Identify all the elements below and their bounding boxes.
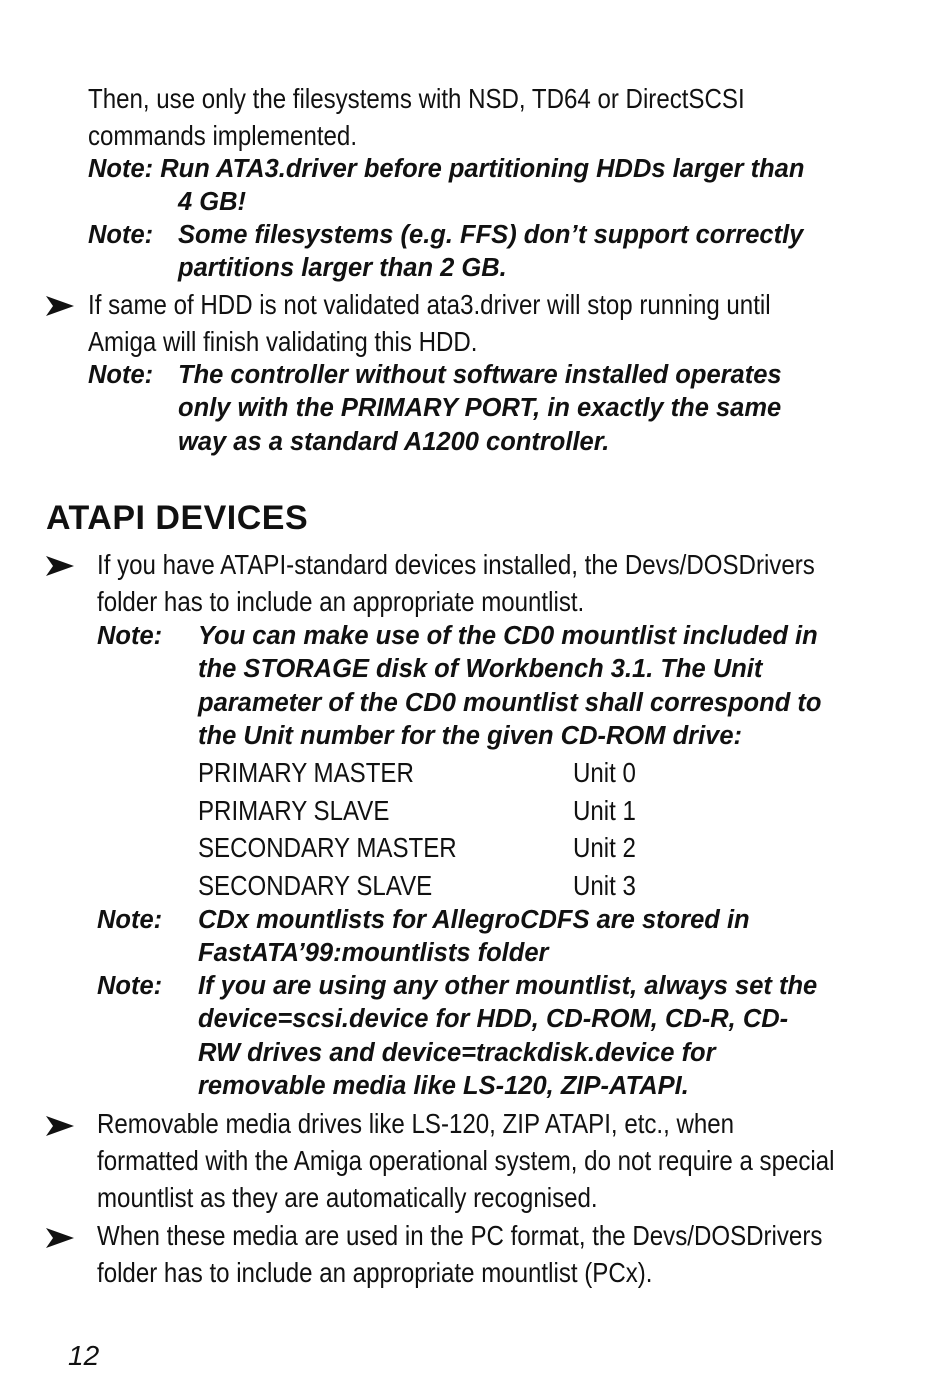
note-cd0-mountlist: Note: You can make use of the CD0 mountlist included in the STORAGE disk of Workbench 3.1. The Unit parameter of the CD0 mountlist shall correspond to the Unit number for the given CD-ROM drive:	[97, 622, 822, 750]
note-label: Note:	[97, 622, 163, 650]
bullet-arrow-icon	[46, 556, 74, 576]
bullet-arrow-icon	[46, 1116, 74, 1136]
bullet-removable-media: Removable media drives like LS-120, ZIP ATAPI, etc., when formatted with the Amiga operational system, do not require a special mountlist as they are automatically recognised.	[97, 1108, 835, 1213]
intro-paragraph	[88, 80, 745, 154]
intro-line: Then, use only the filesystems with NSD, TD64 or DirectSCSI	[88, 83, 745, 114]
note-label: Note:	[88, 221, 154, 249]
intro-line: commands implemented.	[88, 120, 358, 151]
note-label: Note:	[88, 361, 154, 389]
note-label: Note:	[88, 155, 154, 183]
bullet-arrow-icon	[46, 296, 74, 316]
manual-page: Then, use only the filesystems with NSD, TD64 or DirectSCSI commands implemented. Note: Run ATA3.driver before partitioning HDDs larger than 4 GB! Note: Some filesystems (e.g. FFS) don’t support correctly partitions larger than 2 GB. If same of HDD is not validated ata3.driver will stop running until Amiga will finish validating this HDD. Note: The controller without software installed operates only with the PRIMARY PORT, in exactly the same way as a standard A1200 controller. ATAPI DEVICES If you have ATAPI-standard devices installed, the Devs/DOSDrivers folder has to include an appropriate mountlist. Note: You can make use of the CD0 mountlist included in the STORAGE disk of Workbench 3.1. The Unit parameter of the CD0 mountlist shall correspond to the Unit number for the given CD-ROM drive: PRIMARY MASTER Unit 0 PRIMARY SLAVE Unit 1 SECONDARY MASTER Unit 2 SECONDARY SLAVE Unit 3 Note: CDx mountlists for AllegroCDFS are stored in FastATA’99:mountlists folder Note: If you are using any other mountlist, always set the device=scsi.device for HDD, CD-ROM, CD-R, CD- RW drives and device=trackdisk.device for removable media like LS-120, ZIP-ATAPI. Removable media drives like LS-120, ZIP ATAPI, etc., when formatted with the Amiga operational system, do not require a special mountlist as they are automatically recognised. When these media are used in the PC format, the Devs/DOSDrivers folder has to include an appropriate mountlist (PCx). 12	[0, 0, 950, 1383]
bullet-arrow-icon	[46, 1228, 74, 1248]
note-other-mountlist: Note: If you are using any other mountlist, always set the device=scsi.device for HDD, CD-ROM, CD-R, CD- RW drives and device=trackdisk.device for removable media like LS-120, ZIP-ATAPI.	[97, 972, 818, 1100]
note-cdx-mountlists: Note: CDx mountlists for AllegroCDFS are stored in FastATA’99:mountlists folder	[97, 906, 750, 968]
bullet-atapi-devices: If you have ATAPI-standard devices installed, the Devs/DOSDrivers folder has to include an appropriate mountlist.	[97, 549, 815, 617]
note-controller: Note: The controller without software installed operates only with the PRIMARY PORT, in exactly the same way as a standard A1200 controller.	[88, 361, 782, 456]
page-number: 12	[68, 1340, 100, 1371]
note-label: Note:	[97, 906, 163, 934]
note-ata3: Note: Run ATA3.driver before partitioning HDDs larger than 4 GB!	[88, 155, 805, 217]
bullet-validation: If same of HDD is not validated ata3.driver will stop running until Amiga will finish validating this HDD.	[88, 289, 771, 357]
note-label: Note:	[97, 972, 163, 1000]
section-heading: ATAPI DEVICES	[46, 499, 309, 537]
note-ffs: Note: Some filesystems (e.g. FFS) don’t support correctly partitions larger than 2 GB.	[88, 221, 804, 283]
bullet-pc-format: When these media are used in the PC format, the Devs/DOSDrivers folder has to include an appropriate mountlist (PCx).	[97, 1220, 823, 1288]
